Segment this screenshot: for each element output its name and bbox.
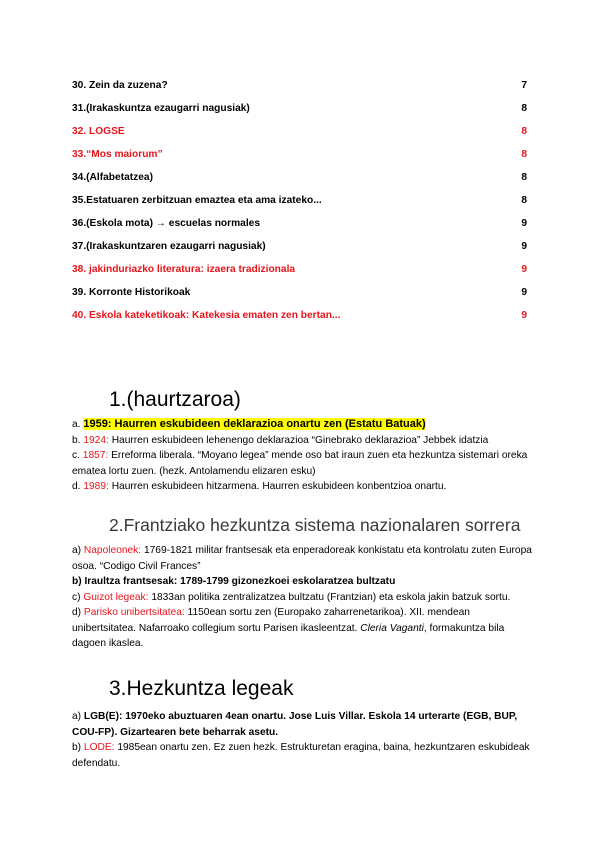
item-prefix: a) — [72, 711, 82, 722]
section-2-item-d — [72, 605, 532, 652]
toc-entry-page: 8 — [521, 172, 527, 183]
toc-entry-label: 39. Korronte Historikoak — [72, 287, 191, 298]
section-3-body — [72, 709, 532, 771]
section-2-body — [72, 543, 532, 652]
toc-entry[interactable] — [72, 149, 527, 172]
term-label: LODE: — [83, 742, 115, 753]
toc-entry[interactable] — [72, 80, 527, 103]
section-1-title: 1.(haurtzaroa) — [109, 388, 241, 411]
item-prefix: a. — [72, 419, 81, 430]
toc-entry-page: 8 — [521, 103, 527, 114]
year-label: 1924: — [83, 434, 109, 446]
toc-entry-label: 34.(Alfabetatzea) — [72, 172, 153, 183]
toc-entry[interactable] — [72, 172, 527, 195]
year-label: 1989: — [83, 481, 109, 492]
term-label: Guizot legeak: — [83, 591, 149, 603]
term-label: Napoleonek: — [83, 545, 142, 556]
italic-term: Cleria Vaganti — [360, 622, 424, 634]
toc-entry[interactable] — [72, 126, 527, 149]
item-prefix: d. — [72, 481, 81, 492]
section-2-item-a — [72, 543, 532, 574]
item-prefix: c. — [72, 450, 80, 461]
item-prefix: b) — [72, 742, 82, 753]
toc-entry-label: 31.(Irakaskuntza ezaugarri nagusiak) — [72, 103, 250, 114]
section-1-item-d — [72, 479, 532, 495]
year-label: 1857: — [82, 450, 109, 461]
section-2-item-b: b) Iraultza frantsesak: 1789-1799 gizonezkoei eskolaratzea bultzatu — [72, 576, 396, 587]
toc-entry[interactable] — [72, 218, 527, 241]
toc-entry-label: 36.(Eskola mota) → escuelas normales — [72, 218, 260, 229]
toc-entry-label: 33.“Mos maiorum” — [72, 149, 163, 160]
section-3-title: 3.Hezkuntza legeak — [109, 677, 294, 700]
toc-entry[interactable] — [72, 310, 527, 333]
toc-entry[interactable] — [72, 241, 527, 264]
item-text: Erreforma liberala. “Moyano legea” mende oso bat iraun zuen eta hezkuntza sistemari oreka ematea lortu zuen. (hezk. Antolamendu elizaren esku) — [72, 450, 528, 477]
section-2-title: 2.Frantziako hezkuntza sistema nazionalaren sorrera — [109, 515, 521, 535]
term-label: Parisko unibertsitatea: — [83, 607, 185, 618]
section-1-item-c — [72, 448, 532, 479]
item-text: 1985ean onartu zen. Ez zuen hezk. Estrukturetan eragina, baina, hezkuntzaren eskubideak defendatu. — [72, 742, 530, 769]
item-text: LGB(E): 1970eko abuztuaren 4ean onartu. Jose Luis Villar. Eskola 14 urterarte (EGB, BUP, COU-FP). Gizartearen bete beharrak asetu. — [72, 711, 518, 738]
toc-entry-label: 30. Zein da zuzena? — [72, 80, 168, 91]
item-prefix: c) — [72, 591, 81, 603]
item-prefix: d) — [72, 607, 82, 618]
section-1-item-a — [72, 417, 532, 433]
toc-entry-page: 8 — [521, 126, 527, 137]
toc-entry-page: 9 — [521, 287, 527, 298]
item-text: Haurren eskubideen hitzarmena. Haurren eskubideen konbentzioa onartu. — [111, 481, 447, 492]
highlighted-statement: 1959: Haurren eskubideen deklarazioa onartu zen (Estatu Batuak) — [83, 418, 426, 430]
table-of-contents — [72, 80, 527, 333]
toc-entry-label: 32. LOGSE — [72, 126, 125, 137]
item-prefix: b. — [72, 434, 81, 446]
toc-entry-label: 40. Eskola kateketikoak: Katekesia ematen zen bertan... — [72, 310, 341, 321]
item-text: 1833an politika zentralizatzea bultzatu (Frantzian) eta eskola jakin batzuk sortu. — [151, 591, 511, 603]
toc-entry-page: 9 — [521, 241, 527, 252]
toc-entry-page: 7 — [521, 80, 527, 91]
toc-entry[interactable] — [72, 264, 527, 287]
toc-entry[interactable] — [72, 195, 527, 218]
toc-entry-page: 8 — [521, 195, 527, 206]
toc-entry-label: 38. jakinduriazko literatura: izaera tradizionala — [72, 264, 296, 275]
item-prefix: a) — [72, 545, 82, 556]
toc-entry-page: 9 — [521, 218, 527, 229]
item-text: 1769-1821 militar frantsesak eta enperadoreak konkistatu eta kontrolatu zuten Europa osoa. “Codigo Civil Frances” — [72, 545, 532, 572]
item-text: 1150ean sortu zen (Europako zaharrenetarikoa). XII. mendean unibertsitatea. Nafarroako collegium sortu Parisen ikasleentzat. — [72, 607, 470, 634]
section-2-item-c — [72, 590, 532, 606]
item-text: Haurren eskubideen lehenengo deklarazioa “Ginebrako deklarazioa” Jebbek idatzia — [111, 434, 489, 446]
section-3-item-a — [72, 709, 532, 740]
toc-entry[interactable] — [72, 287, 527, 310]
toc-entry[interactable] — [72, 103, 527, 126]
toc-entry-label: 37.(Irakaskuntzaren ezaugarri nagusiak) — [72, 241, 266, 252]
toc-entry-page: 9 — [521, 264, 527, 275]
section-3-item-b — [72, 740, 532, 771]
section-1-body — [72, 417, 532, 495]
toc-entry-page: 8 — [521, 149, 527, 160]
item-text-tail: , formakuntza bila dagoen ikaslea. — [72, 622, 505, 649]
toc-entry-label: 35.Estatuaren zerbitzuan emaztea eta ama izateko... — [72, 195, 322, 206]
toc-entry-page: 9 — [521, 310, 527, 321]
section-1-item-b — [72, 433, 532, 449]
